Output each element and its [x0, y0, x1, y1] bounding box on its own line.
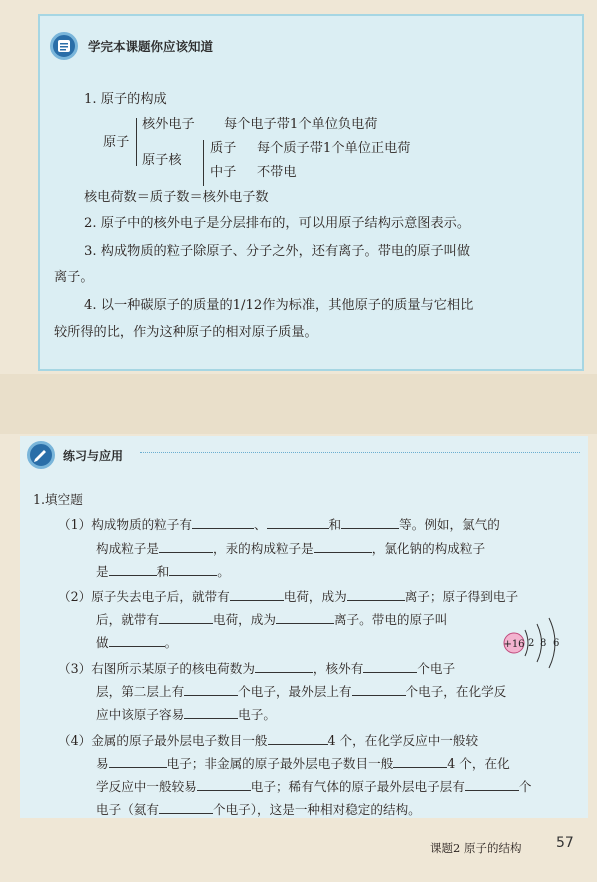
q2-text: 做	[96, 635, 109, 650]
q1-blank5[interactable]	[314, 539, 372, 553]
q2-blank5[interactable]	[109, 633, 165, 647]
q1-text: 和	[328, 517, 342, 532]
q4-text: 电子；稀有气体的原子最外层电子层有	[250, 779, 465, 794]
q1-text: 等。例如，氯气的	[399, 517, 500, 532]
q3-text: 个电子，最外层上有	[238, 684, 352, 699]
q2-text: 电荷，成为	[212, 612, 276, 627]
q2-line3	[96, 633, 177, 652]
q4-text: 金属的原子最外层电子数目一般	[91, 733, 268, 748]
q2-text: 原子失去电子后，就带有	[91, 589, 230, 604]
practice-header	[27, 441, 123, 469]
electron-label: 核外电子	[142, 117, 195, 132]
nucleus-charge: +16	[503, 639, 525, 650]
q2-number: （2）	[58, 589, 92, 604]
q3-blank1[interactable]	[255, 659, 313, 673]
q1-text: 构成粒子是	[96, 541, 159, 556]
q1-blank4[interactable]	[159, 539, 213, 553]
q1-line2	[96, 539, 485, 558]
q3-blank3[interactable]	[184, 682, 238, 696]
q2-text: 后，就带有	[96, 612, 159, 627]
q4-text: 个	[518, 779, 532, 794]
header-dotted-rule	[140, 452, 580, 453]
shell3-count: 6	[553, 638, 560, 649]
q2-text: 。	[164, 635, 178, 650]
proton-label: 质子	[210, 141, 237, 156]
q4-line2	[96, 754, 510, 773]
q1-text: 、	[253, 517, 267, 532]
q2-text: 离子；原子得到电子	[404, 589, 519, 604]
q4-text: 4 个，在化	[447, 756, 510, 771]
q1-text: 是	[96, 564, 109, 579]
page-band	[0, 374, 597, 434]
atom-structure-diagram	[497, 614, 577, 674]
item4-line1: 4. 以一种碳原子的质量的1/12作为标准，其他原子的质量与它相比	[84, 298, 474, 313]
q3-text: 右图所示某原子的核电荷数为	[91, 661, 255, 676]
atom-brace	[136, 118, 137, 166]
q3-text: 电子。	[238, 707, 276, 722]
q3-text: 个电子	[417, 661, 456, 676]
item3-line2: 离子。	[54, 270, 94, 285]
q3-line3	[96, 705, 276, 724]
q1-blank3[interactable]	[341, 515, 399, 529]
q1-line3	[96, 562, 230, 581]
charge-equation: 核电荷数＝质子数＝核外电子数	[84, 190, 269, 205]
q3-text: 应中该原子容易	[96, 707, 185, 722]
q4-text: 学反应中一般较易	[96, 779, 197, 794]
q3-blank2[interactable]	[363, 659, 417, 673]
item3-line1: 3. 构成物质的粒子除原子、分子之外，还有离子。带电的原子叫做	[84, 244, 471, 259]
q4-text: 电子（氦有	[96, 802, 159, 817]
q4-text: 电子；非金属的原子最外层电子数目一般	[166, 756, 394, 771]
electron-desc: 每个电子带1个单位负电荷	[224, 117, 378, 132]
q2-blank2[interactable]	[347, 587, 405, 601]
q2-text: 离子。带电的原子叫	[333, 612, 448, 627]
book-icon	[50, 32, 78, 60]
q4-line4	[96, 800, 421, 819]
q1-text: 。	[217, 564, 230, 579]
q3-text: 层，第二层上有	[96, 684, 185, 699]
q4-text: 个电子），这是一种相对稳定的结构。	[212, 802, 421, 817]
q2-line1	[58, 587, 518, 606]
q3-text: ，核外有	[312, 661, 364, 676]
q1-number: （1）	[58, 517, 92, 532]
shell1-count: 2	[528, 638, 535, 649]
summary-title: 学完本课题你应该知道	[88, 39, 214, 54]
nucleus-brace	[203, 140, 204, 186]
q4-line3	[96, 777, 531, 796]
neutron-label: 中子	[210, 165, 237, 180]
item4-line2: 较所得的比，作为这种原子的相对原子质量。	[54, 325, 318, 340]
q4-text: 易	[96, 756, 109, 771]
section-title: 1.填空题	[33, 492, 83, 507]
q3-number: （3）	[58, 661, 92, 676]
q4-blank3[interactable]	[393, 754, 447, 768]
summary-header	[50, 30, 213, 62]
q4-blank6[interactable]	[159, 800, 213, 814]
neutron-desc: 不带电	[257, 165, 297, 180]
item2: 2. 原子中的核外电子是分层排布的，可以用原子结构示意图表示。	[84, 216, 471, 231]
q4-blank5[interactable]	[465, 777, 519, 791]
q1-blank2[interactable]	[267, 515, 329, 529]
q4-blank2[interactable]	[109, 754, 167, 768]
practice-title: 练习与应用	[63, 448, 124, 463]
q3-text: 个电子，在化学反	[405, 684, 507, 699]
q2-blank4[interactable]	[276, 610, 334, 624]
q4-text: 4 个，在化学反应中一般较	[327, 733, 479, 748]
atom-label: 原子	[103, 135, 130, 150]
q2-text: 电荷，成为	[283, 589, 347, 604]
q2-line2	[96, 610, 447, 629]
q3-blank5[interactable]	[184, 705, 238, 719]
q1-blank1[interactable]	[192, 515, 254, 529]
q1-text: ，氯化钠的构成粒子	[371, 541, 486, 556]
q1-line1	[58, 515, 500, 534]
pencil-icon	[27, 441, 55, 469]
shell2-count: 8	[540, 638, 547, 649]
q2-blank3[interactable]	[159, 610, 213, 624]
q1-blank7[interactable]	[169, 562, 217, 576]
q4-number: （4）	[58, 733, 92, 748]
q3-blank4[interactable]	[352, 682, 406, 696]
item1-title: 1. 原子的构成	[84, 92, 167, 107]
q3-line2	[96, 682, 506, 701]
proton-desc: 每个质子带1个单位正电荷	[257, 141, 411, 156]
q1-text: 构成物质的粒子有	[91, 517, 192, 532]
q4-line1	[58, 731, 478, 750]
q4-blank4[interactable]	[197, 777, 251, 791]
page-number: 57	[556, 835, 574, 851]
q3-line1	[58, 659, 455, 678]
q1-text: ，汞的构成粒子是	[212, 541, 314, 556]
q2-blank1[interactable]	[230, 587, 284, 601]
q1-text: 和	[156, 564, 170, 579]
q4-blank1[interactable]	[268, 731, 328, 745]
q1-blank6[interactable]	[109, 562, 157, 576]
footer-lesson: 课题2 原子的结构	[430, 841, 522, 855]
nucleus-label: 原子核	[142, 153, 182, 168]
